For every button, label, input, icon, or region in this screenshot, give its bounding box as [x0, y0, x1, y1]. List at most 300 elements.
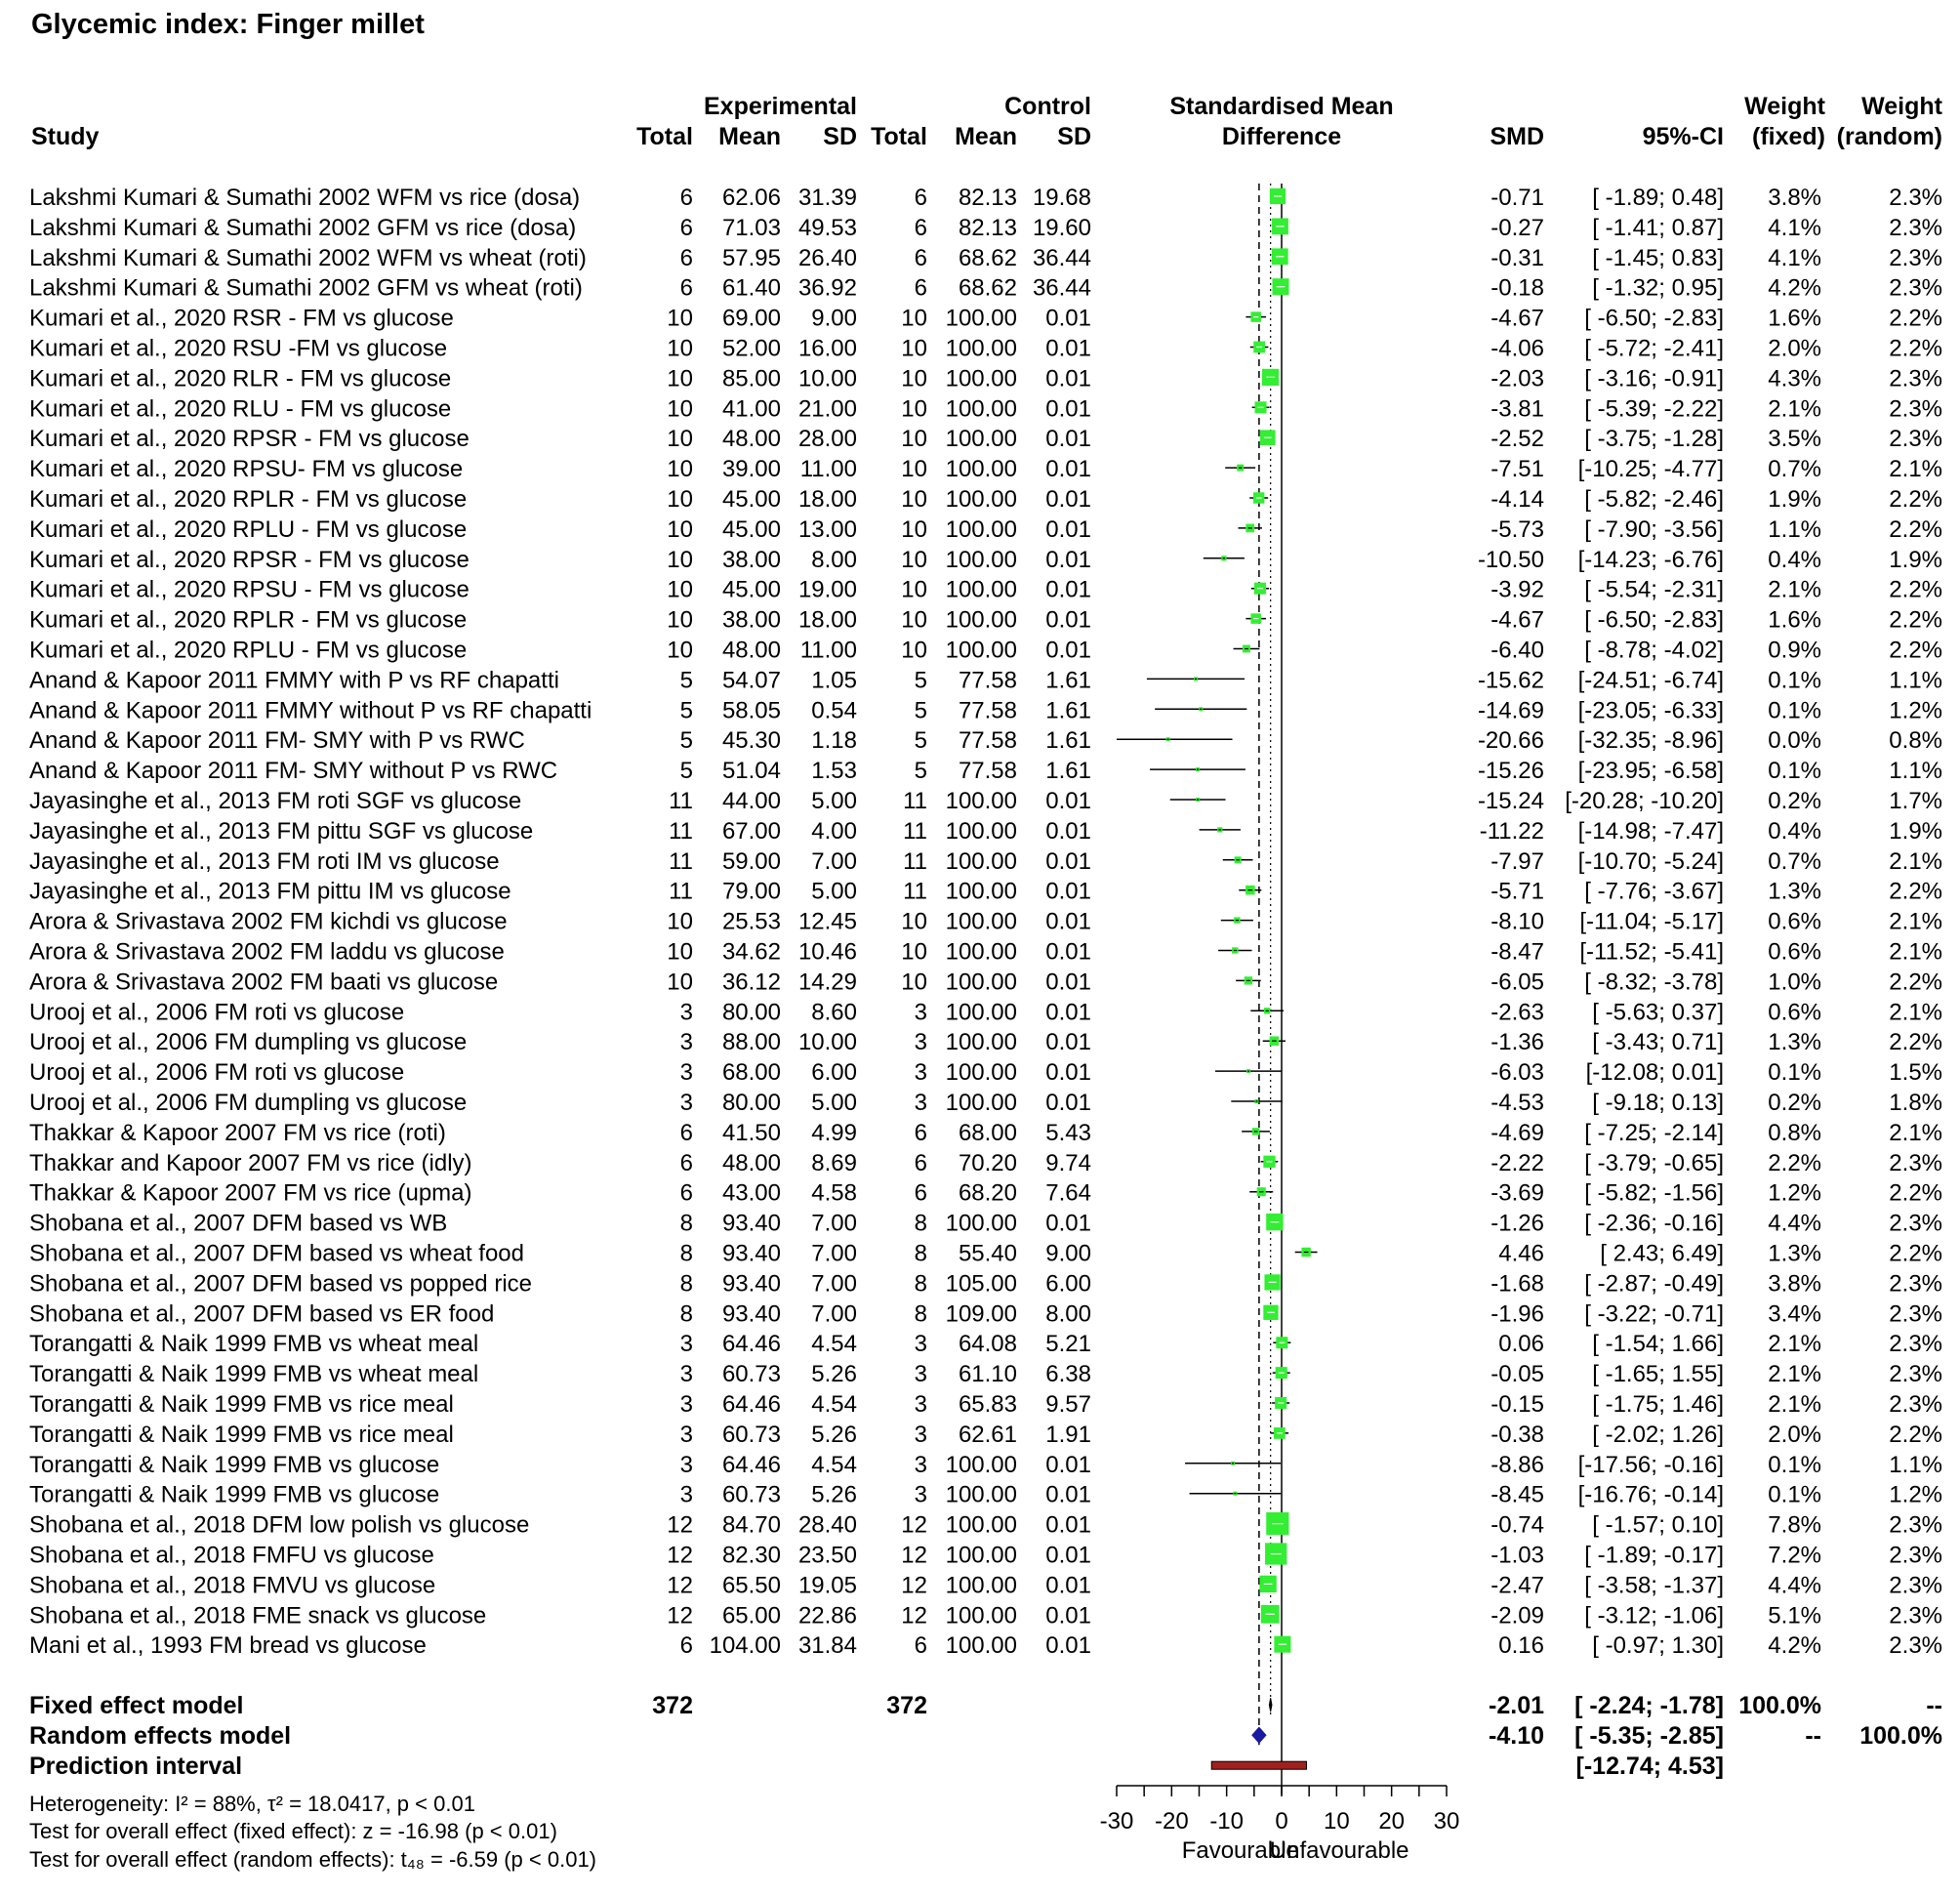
exp-mean: 68.00 [721, 1059, 781, 1087]
study-name: Thakkar & Kapoor 2007 FM vs rice (upma) [29, 1179, 472, 1207]
ctrl-mean: 77.58 [958, 727, 1017, 755]
smd-value: -4.14 [1490, 486, 1544, 513]
header-ctrl-total: Total [871, 123, 927, 150]
exp-mean: 45.00 [721, 515, 781, 543]
smd-value: -1.96 [1490, 1300, 1544, 1328]
ctrl-sd: 0.01 [1045, 817, 1091, 845]
weight-random: 1.5% [1889, 1059, 1942, 1087]
exp-total: 3 [679, 1029, 693, 1056]
ctrl-total: 3 [914, 1481, 927, 1508]
study-name: Jayasinghe et al., 2013 FM pittu IM vs glucose [29, 878, 511, 905]
study-name: Kumari et al., 2020 RPSU - FM vs glucose [29, 576, 470, 603]
ctrl-sd: 6.38 [1045, 1361, 1091, 1388]
table-row [29, 607, 1942, 634]
exp-mean: 59.00 [721, 847, 781, 875]
exp-mean: 93.40 [721, 1270, 781, 1298]
smd-value: -0.05 [1490, 1361, 1544, 1388]
study-name: Arora & Srivastava 2002 FM baati vs glucose [29, 969, 499, 996]
exp-sd: 11.00 [799, 456, 857, 483]
weight-fixed: 0.1% [1768, 697, 1821, 724]
ci-value: [ -2.36; -0.16] [1584, 1210, 1724, 1237]
header-weight-fixed: Weight [1744, 93, 1825, 120]
study-name: Torangatti & Naik 1999 FMB vs wheat meal [29, 1361, 479, 1388]
smd-value: -8.47 [1490, 938, 1544, 966]
study-name: Anand & Kapoor 2011 FMMY without P vs RF chapatti [29, 697, 592, 724]
weight-random: 2.1% [1889, 456, 1942, 483]
study-name: Shobana et al., 2018 DFM low polish vs glucose [29, 1511, 530, 1539]
study-name: Mani et al., 1993 FM bread vs glucose [29, 1632, 427, 1660]
smd-value: -8.86 [1490, 1451, 1544, 1478]
ctrl-sd: 0.01 [1045, 1542, 1091, 1569]
ctrl-mean: 100.00 [945, 1481, 1017, 1508]
exp-sd: 11.00 [799, 637, 857, 664]
ctrl-sd: 0.01 [1045, 515, 1091, 543]
exp-total: 6 [679, 214, 693, 241]
ci-value: [ -2.87; -0.49] [1584, 1270, 1724, 1298]
exp-total: 6 [679, 1632, 693, 1660]
ci-value: [ -1.41; 0.87] [1592, 214, 1724, 241]
exp-total: 10 [667, 938, 693, 966]
ci-value: [-32.35; -8.96] [1577, 727, 1724, 755]
table-row [29, 1211, 1942, 1237]
ctrl-total: 6 [914, 1179, 927, 1207]
weight-random: 2.2% [1889, 878, 1942, 905]
smd-value: 0.06 [1498, 1331, 1544, 1358]
footnotes [29, 1792, 596, 1872]
ci-value: [-12.08; 0.01] [1585, 1059, 1724, 1087]
table-row [29, 1029, 1942, 1055]
ctrl-mean: 100.00 [945, 1632, 1017, 1660]
ctrl-total: 10 [901, 576, 927, 603]
exp-mean: 88.00 [721, 1029, 781, 1056]
ci-value: [ -6.50; -2.83] [1584, 606, 1724, 634]
ctrl-total: 10 [901, 908, 927, 935]
weight-random: 2.1% [1889, 908, 1942, 935]
table-row [29, 1543, 1942, 1569]
ctrl-mean: 82.13 [958, 214, 1017, 241]
ctrl-total: 10 [901, 365, 927, 392]
exp-total: 6 [679, 185, 693, 211]
ctrl-mean: 100.00 [945, 395, 1017, 423]
ctrl-sd: 0.01 [1045, 1210, 1091, 1237]
weight-fixed: 0.6% [1768, 999, 1821, 1026]
smd-value: -8.10 [1490, 908, 1544, 935]
weight-fixed: 2.0% [1768, 1421, 1821, 1448]
weight-fixed: 0.1% [1768, 1451, 1821, 1478]
smd-value: -14.69 [1477, 697, 1544, 724]
study-name: Anand & Kapoor 2011 FM- SMY with P vs RWC [29, 727, 525, 755]
exp-sd: 14.29 [797, 969, 857, 996]
exp-total: 11 [669, 878, 693, 905]
ci-value: [ -8.78; -4.02] [1584, 637, 1724, 664]
study-name: Jayasinghe et al., 2013 FM pittu SGF vs glucose [29, 817, 534, 845]
table-row [29, 638, 1942, 664]
ctrl-mean: 100.00 [945, 365, 1017, 392]
weight-random: 2.2% [1889, 1421, 1942, 1448]
exp-total: 3 [679, 1331, 693, 1358]
weight-random: 2.3% [1889, 1632, 1942, 1660]
table-row [29, 969, 1942, 995]
exp-total: 3 [679, 1451, 693, 1478]
ctrl-sd: 0.01 [1045, 1059, 1091, 1087]
exp-mean: 84.70 [721, 1511, 781, 1539]
header-random: (random) [1836, 123, 1942, 150]
exp-mean: 93.40 [721, 1300, 781, 1328]
exp-sd: 4.54 [811, 1451, 857, 1478]
table-row [29, 697, 1942, 723]
ctrl-sd: 0.01 [1045, 788, 1091, 814]
exp-mean: 52.00 [721, 335, 781, 362]
exp-total: 10 [667, 365, 693, 392]
smd-value: -15.62 [1477, 667, 1544, 694]
header-ci: 95%-CI [1642, 123, 1724, 150]
weight-random: 2.2% [1889, 486, 1942, 513]
weight-random: 1.9% [1889, 546, 1942, 573]
ctrl-sd: 0.01 [1045, 908, 1091, 935]
ci-value: [ -5.82; -1.56] [1584, 1179, 1724, 1207]
ctrl-sd: 0.01 [1045, 305, 1091, 332]
study-name: Shobana et al., 2018 FMFU vs glucose [29, 1542, 434, 1569]
ctrl-sd: 1.61 [1045, 697, 1091, 724]
ci-value: [-16.76; -0.14] [1577, 1481, 1724, 1508]
ctrl-total: 10 [901, 335, 927, 362]
exp-mean: 43.00 [721, 1179, 781, 1207]
weight-fixed: 0.2% [1768, 1090, 1821, 1116]
header-plot-line2: Difference [1221, 123, 1342, 150]
ctrl-total: 10 [901, 637, 927, 664]
exp-total: 3 [679, 999, 693, 1026]
exp-mean: 79.00 [721, 878, 781, 905]
exp-total: 8 [679, 1300, 693, 1328]
ctrl-total: 3 [914, 1029, 927, 1056]
exp-mean: 44.00 [721, 788, 781, 814]
weight-random: 2.3% [1889, 1602, 1942, 1629]
exp-sd: 8.00 [811, 546, 857, 573]
table-row [29, 306, 1942, 332]
ctrl-total: 8 [914, 1240, 927, 1267]
ctrl-total: 5 [914, 667, 927, 694]
study-name: Jayasinghe et al., 2013 FM roti IM vs glucose [29, 847, 500, 875]
table-row [29, 1632, 1942, 1659]
header-fixed: (fixed) [1752, 123, 1825, 150]
table-row [29, 185, 1942, 211]
table-row [29, 939, 1942, 966]
exp-mean: 45.00 [721, 576, 781, 603]
ctrl-sd: 0.01 [1045, 456, 1091, 483]
weight-fixed: 1.0% [1768, 969, 1821, 996]
exp-sd: 10.00 [797, 1029, 857, 1056]
weight-random: 2.3% [1889, 365, 1942, 392]
ci-value: [ -3.79; -0.65] [1584, 1149, 1724, 1176]
ctrl-total: 6 [914, 185, 927, 211]
ctrl-sd: 5.43 [1045, 1119, 1091, 1146]
table-row [29, 456, 1942, 482]
ci-value: [ -3.16; -0.91] [1584, 365, 1724, 392]
exp-sd: 10.00 [797, 365, 857, 392]
weight-random: 2.3% [1889, 1572, 1942, 1599]
random-effects-diamond [1252, 1727, 1266, 1743]
exp-sd: 5.26 [811, 1361, 857, 1388]
exp-sd: 28.00 [797, 426, 857, 453]
table-row [29, 1180, 1942, 1207]
study-name: Shobana et al., 2018 FMVU vs glucose [29, 1572, 436, 1599]
exp-total: 11 [669, 847, 693, 875]
ctrl-sd: 0.01 [1045, 1451, 1091, 1478]
study-name: Kumari et al., 2020 RPSR - FM vs glucose [29, 546, 470, 573]
ctrl-sd: 0.01 [1045, 1029, 1091, 1056]
exp-sd: 7.00 [811, 847, 857, 875]
weight-fixed: 4.4% [1768, 1210, 1821, 1237]
table-row [29, 1331, 1942, 1357]
ctrl-total: 10 [901, 486, 927, 513]
ci-value: [ -6.50; -2.83] [1584, 305, 1724, 332]
ci-value: [-10.25; -4.77] [1577, 456, 1724, 483]
random-weight-fixed: -- [1805, 1722, 1821, 1751]
weight-fixed: 3.4% [1768, 1300, 1821, 1328]
ctrl-mean: 68.00 [958, 1119, 1017, 1146]
ctrl-mean: 100.00 [945, 999, 1017, 1026]
exp-total: 3 [679, 1391, 693, 1418]
ci-value: [ -8.32; -3.78] [1584, 969, 1724, 996]
ctrl-sd: 19.68 [1032, 185, 1091, 211]
ctrl-sd: 0.01 [1045, 1602, 1091, 1629]
ctrl-total: 6 [914, 214, 927, 241]
exp-total: 10 [667, 637, 693, 664]
exp-sd: 8.69 [811, 1149, 857, 1176]
weight-random: 2.3% [1889, 426, 1942, 453]
ctrl-total: 5 [914, 697, 927, 724]
smd-value: -15.24 [1477, 788, 1544, 814]
ctrl-total: 3 [914, 1059, 927, 1087]
ctrl-total: 10 [901, 606, 927, 634]
exp-sd: 10.46 [797, 938, 857, 966]
ctrl-mean: 100.00 [945, 1210, 1017, 1237]
ctrl-sd: 7.64 [1045, 1179, 1091, 1207]
ctrl-total: 10 [901, 546, 927, 573]
ctrl-mean: 100.00 [945, 1542, 1017, 1569]
weight-random: 2.2% [1889, 606, 1942, 634]
ci-value: [ -3.58; -1.37] [1584, 1572, 1724, 1599]
x-tick-label: -10 [1209, 1808, 1245, 1835]
weight-fixed: 2.1% [1768, 576, 1821, 603]
ci-value: [ -3.12; -1.06] [1584, 1602, 1724, 1629]
smd-value: -0.74 [1490, 1511, 1544, 1539]
table-row [29, 486, 1942, 513]
header-ctrl-mean: Mean [955, 123, 1017, 150]
exp-mean: 41.50 [721, 1119, 781, 1146]
exp-sd: 1.53 [811, 758, 857, 785]
table-row [29, 1090, 1942, 1116]
exp-sd: 49.53 [797, 214, 857, 241]
weight-random: 2.1% [1889, 1119, 1942, 1146]
ci-value: [ -1.54; 1.66] [1592, 1331, 1724, 1358]
weight-random: 2.3% [1889, 185, 1942, 211]
study-name: Arora & Srivastava 2002 FM kichdi vs glucose [29, 908, 508, 935]
study-name: Urooj et al., 2006 FM dumpling vs glucose [29, 1090, 468, 1116]
ctrl-total: 3 [914, 1451, 927, 1478]
weight-random: 1.9% [1889, 817, 1942, 845]
study-name: Kumari et al., 2020 RSR - FM vs glucose [29, 305, 454, 332]
prediction-interval-bar [1211, 1761, 1306, 1769]
ctrl-mean: 100.00 [945, 335, 1017, 362]
weight-random: 2.2% [1889, 637, 1942, 664]
exp-sd: 7.00 [811, 1270, 857, 1298]
smd-value: -0.18 [1490, 274, 1544, 302]
ci-value: [ -5.82; -2.46] [1584, 486, 1724, 513]
header-ctrl-sd: SD [1057, 123, 1091, 150]
weight-fixed: 1.3% [1768, 1240, 1821, 1267]
weight-fixed: 1.3% [1768, 878, 1821, 905]
exp-mean: 93.40 [721, 1240, 781, 1267]
smd-value: -4.67 [1490, 606, 1544, 634]
exp-sd: 19.05 [797, 1572, 857, 1599]
ctrl-sd: 36.44 [1032, 244, 1091, 271]
ctrl-mean: 100.00 [945, 878, 1017, 905]
weight-random: 2.3% [1889, 1331, 1942, 1358]
table-row [29, 818, 1942, 845]
study-name: Shobana et al., 2007 DFM based vs ER food [29, 1300, 495, 1328]
exp-total: 11 [669, 788, 693, 814]
weight-random: 1.1% [1889, 667, 1942, 694]
exp-mean: 48.00 [721, 637, 781, 664]
ci-value: [ -3.43; 0.71] [1592, 1029, 1724, 1056]
ctrl-sd: 1.61 [1045, 667, 1091, 694]
ctrl-total: 6 [914, 1149, 927, 1176]
exp-mean: 80.00 [721, 999, 781, 1026]
study-name: Urooj et al., 2006 FM roti vs glucose [29, 1059, 405, 1087]
exp-sd: 6.00 [811, 1059, 857, 1087]
table-row [29, 879, 1942, 905]
ci-value: [ -1.75; 1.46] [1592, 1391, 1724, 1418]
exp-mean: 45.00 [721, 486, 781, 513]
weight-fixed: 1.6% [1768, 606, 1821, 634]
weight-fixed: 7.8% [1768, 1511, 1821, 1539]
ci-value: [ -1.45; 0.83] [1592, 244, 1724, 271]
smd-value: -0.38 [1490, 1421, 1544, 1448]
weight-fixed: 2.1% [1768, 1361, 1821, 1388]
exp-total: 12 [667, 1602, 693, 1629]
ctrl-mean: 100.00 [945, 817, 1017, 845]
ctrl-mean: 77.58 [958, 667, 1017, 694]
weight-random: 2.3% [1889, 214, 1942, 241]
exp-total: 5 [679, 758, 693, 785]
ctrl-total: 10 [901, 426, 927, 453]
ctrl-mean: 100.00 [945, 1029, 1017, 1056]
exp-total: 10 [667, 456, 693, 483]
exp-total: 10 [667, 969, 693, 996]
header-exp-sd: SD [823, 123, 857, 150]
ctrl-total: 10 [901, 969, 927, 996]
ci-value: [-24.51; -6.74] [1577, 667, 1724, 694]
table-row [29, 1512, 1942, 1539]
exp-mean: 62.06 [721, 185, 781, 211]
ctrl-mean: 68.20 [958, 1179, 1017, 1207]
weight-fixed: 0.0% [1768, 727, 1821, 755]
exp-mean: 80.00 [721, 1090, 781, 1116]
table-row [29, 788, 1942, 814]
exp-sd: 5.00 [811, 1090, 857, 1116]
smd-value: -11.22 [1479, 817, 1544, 845]
chart-title: Glycemic index: Finger millet [31, 9, 425, 40]
random-smd: -4.10 [1489, 1722, 1544, 1751]
study-name: Torangatti & Naik 1999 FMB vs glucose [29, 1481, 440, 1508]
ctrl-mean: 100.00 [945, 637, 1017, 664]
exp-total: 3 [679, 1421, 693, 1448]
exp-total: 10 [667, 486, 693, 513]
weight-fixed: 7.2% [1768, 1542, 1821, 1569]
ci-value: [-17.56; -0.16] [1577, 1451, 1724, 1478]
table-row [29, 999, 1942, 1025]
weight-fixed: 0.4% [1768, 817, 1821, 845]
weight-fixed: 3.5% [1768, 426, 1821, 453]
ctrl-sd: 0.01 [1045, 1090, 1091, 1116]
exp-mean: 93.40 [721, 1210, 781, 1237]
study-name: Kumari et al., 2020 RSU -FM vs glucose [29, 335, 448, 362]
smd-value: -2.22 [1490, 1149, 1544, 1176]
table-row [29, 336, 1942, 362]
ci-value: [ -1.65; 1.55] [1592, 1361, 1724, 1388]
exp-mean: 71.03 [721, 214, 781, 241]
exp-mean: 54.07 [721, 667, 781, 694]
study-name: Lakshmi Kumari & Sumathi 2002 WFM vs wheat (roti) [29, 244, 587, 271]
ctrl-mean: 100.00 [945, 576, 1017, 603]
ci-value: [ -5.54; -2.31] [1584, 576, 1724, 603]
smd-value: -8.45 [1490, 1481, 1544, 1508]
ci-value: [ -5.63; 0.37] [1592, 999, 1724, 1026]
exp-mean: 45.30 [721, 727, 781, 755]
weight-random: 2.3% [1889, 1391, 1942, 1418]
ctrl-sd: 0.01 [1045, 878, 1091, 905]
footnote-random-test: Test for overall effect (random effects): t₄₈ = -6.59 (p < 0.01) [29, 1847, 597, 1872]
exp-mean: 64.46 [721, 1391, 781, 1418]
ctrl-mean: 100.00 [945, 1451, 1017, 1478]
ctrl-mean: 100.00 [945, 515, 1017, 543]
exp-total: 10 [667, 335, 693, 362]
fixed-ci: [ -2.24; -1.78] [1574, 1692, 1724, 1720]
exp-total: 10 [667, 546, 693, 573]
exp-mean: 38.00 [721, 606, 781, 634]
exp-mean: 60.73 [721, 1481, 781, 1508]
exp-sd: 4.54 [811, 1391, 857, 1418]
exp-mean: 65.50 [721, 1572, 781, 1599]
smd-value: -1.68 [1490, 1270, 1544, 1298]
exp-sd: 21.00 [797, 395, 857, 423]
smd-value: -4.53 [1490, 1090, 1544, 1116]
smd-value: -0.71 [1490, 185, 1544, 211]
ctrl-mean: 68.62 [958, 244, 1017, 271]
study-name: Kumari et al., 2020 RPLR - FM vs glucose [29, 606, 468, 634]
table-row [29, 215, 1942, 241]
header-study: Study [31, 123, 100, 150]
weight-fixed: 2.1% [1768, 1391, 1821, 1418]
exp-total: 10 [667, 515, 693, 543]
ctrl-sd: 0.01 [1045, 546, 1091, 573]
ci-value: [ -1.57; 0.10] [1592, 1511, 1724, 1539]
ctrl-mean: 100.00 [945, 847, 1017, 875]
ci-value: [ -3.75; -1.28] [1584, 426, 1724, 453]
ctrl-mean: 77.58 [958, 697, 1017, 724]
table-row [29, 909, 1942, 935]
ctrl-mean: 100.00 [945, 606, 1017, 634]
smd-value: -5.73 [1490, 515, 1544, 543]
ctrl-total: 10 [901, 456, 927, 483]
ci-value: [ -7.25; -2.14] [1584, 1119, 1724, 1146]
exp-sd: 4.00 [811, 817, 857, 845]
exp-sd: 22.86 [797, 1602, 857, 1629]
exp-total: 6 [679, 1179, 693, 1207]
ctrl-mean: 65.83 [958, 1391, 1017, 1418]
weight-fixed: 0.7% [1768, 847, 1821, 875]
